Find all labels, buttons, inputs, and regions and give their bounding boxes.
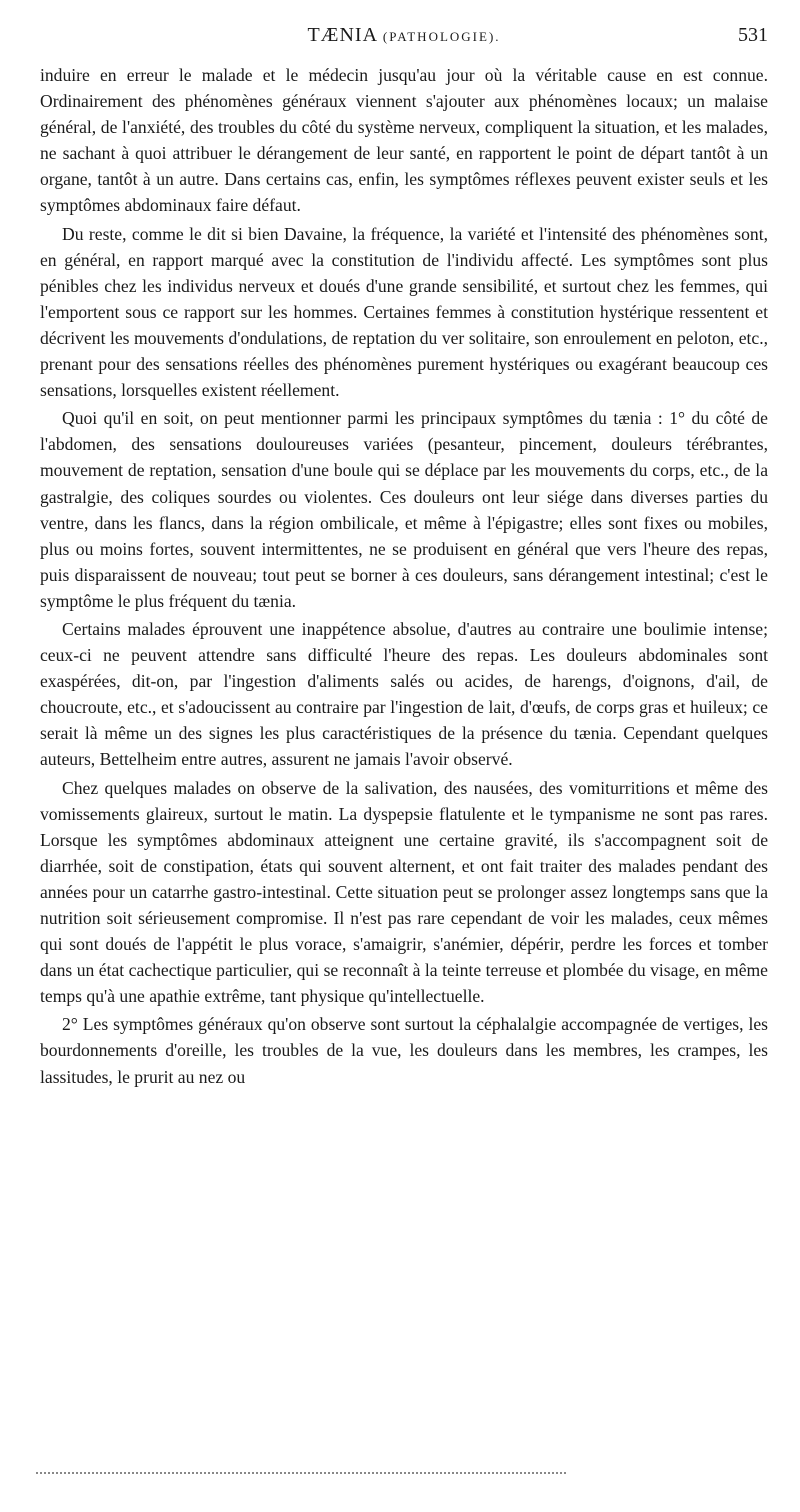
body-text (40, 62, 768, 1092)
running-head (40, 24, 768, 54)
paragraph-davaine: Du reste, comme le dit si bien Davaine, la fréquence, la variété et l'intensité des phénomènes sont, en général, en rapport marqué avec la constitution de l'individu affecté. Les symptômes sont plus pénibles chez les individus nerveux et doués d'une grande sensibilité, et surtout chez les femmes, qui l'emportent sous ce rapport sur les hommes. Certaines femmes à constitution hystérique ressentent et décrivent les mouvements d'ondulations, de reptation du ver solitaire, son enroulement en peloton, etc., prenant pour des sensations réelles des phénomènes purement hystériques ou exagérant beaucoup ces sensations, lorsquelles existent réellement. (40, 223, 768, 401)
paragraph-appetite: Certains malades éprouvent une inappétence absolue, d'autres au contraire une boulimie intense; ceux-ci ne peuvent attendre sans difficulté l'heure des repas. Les douleurs abdominales sont exaspérées, dit-on, par l'ingestion d'aliments salés ou acides, de harengs, d'oignons, d'ail, de choucroute, etc., et s'adoucissent au contraire par l'ingestion de lait, d'œufs, de corps gras et huileux; ce serait là même un des signes les plus caractéristiques de la présence du tænia. Cependant quelques auteurs, Bettelheim entre autres, assurent ne jamais l'avoir observé. (40, 618, 768, 770)
paragraph-continuation: induire en erreur le malade et le médecin jusqu'au jour où la véritable cause en est connue. Ordinairement des phénomènes généraux viennent s'ajouter aux phénomènes locaux; un malaise général, de l'anxiété, des troubles du côté du système nerveux, compliquent la situation, et les malades, ne sachant à quoi attribuer le dérangement de leur santé, en rapportent le point de départ tantôt à un organe, tantôt à un autre. Dans certains cas, enfin, les symptômes réflexes peuvent exister seuls et les symptômes abdominaux faire défaut. (40, 65, 768, 216)
paragraph-principal-symptoms: Quoi qu'il en soit, on peut mentionner parmi les principaux symptômes du tænia : 1° du côté de l'abdomen, des sensations douloureuses variées (pesanteur, pincement, douleurs térébrantes, mouvement de reptation, sensation d'une boule qui se déplace par les mouvements du corps, etc., de la gastralgie, des coliques sourdes ou violentes. Ces douleurs ont leur siége dans diverses parties du ventre, dans les flancs, dans la région ombilicale, et même à l'épigastre; elles sont fixes ou mobiles, plus ou moins fortes, souvent intermittentes, ne se produisent en général que vers l'heure des repas, puis disparaissent de nouveau; tout peut se borner à ces douleurs, sans dérangement intestinal; c'est le symptôme le plus fréquent du tænia. (40, 408, 768, 611)
running-title-main: TÆNIA (307, 24, 377, 46)
page-number: 531 (738, 24, 768, 46)
paragraph-digestive: Chez quelques malades on observe de la salivation, des nausées, des vomiturritions et même des vomissements glaireux, surtout le matin. La dyspepsie flatulente et le tympanisme ne sont pas rares. Lorsque les symptômes abdominaux atteignent une certaine gravité, ils s'accompagnent soit de diarrhée, soit de constipation, états qui souvent alternent, et ont fait traiter des malades pendant des années pour un catarrhe gastro-intestinal. Cette situation peut se prolonger assez longtemps sans que la nutrition soit sérieusement compromise. Il n'est pas rare cependant de voir les malades, ceux mêmes qui sont doués de l'appétit le plus vorace, s'amaigrir, s'anémier, dépérir, perdre les forces et tomber dans un état cachectique particulier, qui se reconnaît à la teinte terreuse et plombée du visage, en même temps qu'à une apathie extrême, tant physique qu'intellectuelle. (40, 777, 768, 1007)
paragraph-general-symptoms: 2° Les symptômes généraux qu'on observe sont surtout la céphalalgie accompagnée de vertiges, les bourdonnements d'oreille, les troubles de la vue, les douleurs dans les membres, les crampes, les lassitudes, le prurit au nez ou (40, 1014, 768, 1087)
running-title (40, 24, 768, 47)
footer-dotted-rule (36, 1472, 566, 1474)
running-title-subtitle: (PATHOLOGIE). (382, 29, 501, 44)
